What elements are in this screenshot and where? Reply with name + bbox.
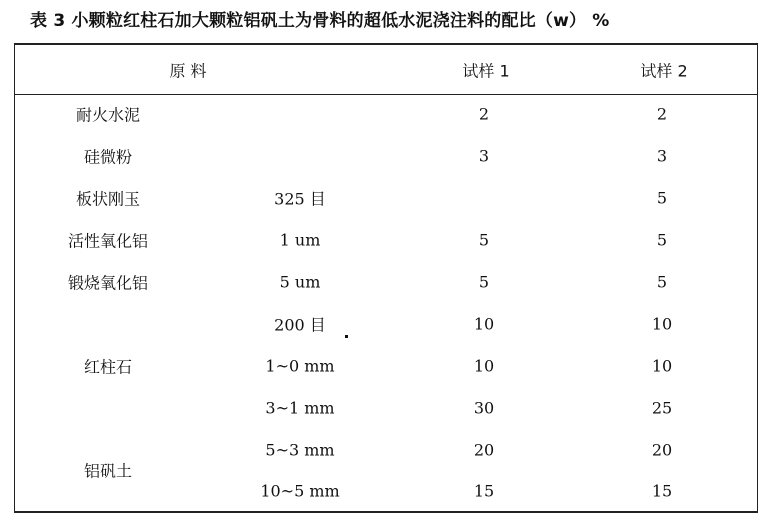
material-name: 硅微粉: [83, 147, 133, 167]
stray-dot: [345, 335, 348, 338]
sample-2-value: 20: [651, 440, 673, 460]
material-spec: 5~3 mm: [265, 440, 335, 460]
material-spec: 200 目: [274, 315, 326, 335]
material-spec: 3~1 mm: [265, 398, 335, 418]
sample-1-value: 10: [473, 356, 495, 376]
header-sample-2: 试样 2: [640, 61, 688, 81]
material-spec: 1 um: [279, 230, 321, 250]
sample-2-value: 5: [656, 230, 668, 250]
sample-2-value: 5: [656, 188, 668, 208]
sample-1-value: 3: [478, 146, 490, 166]
sample-2-value: 25: [651, 398, 673, 418]
sample-1-value: 5: [478, 230, 490, 250]
header-divider: [15, 94, 757, 95]
sample-1-value: 10: [473, 314, 495, 334]
material-spec: 1~0 mm: [265, 356, 335, 376]
sample-1-value: 5: [478, 272, 490, 292]
sample-2-value: 3: [656, 146, 668, 166]
table-title: 表 3 小颗粒红柱石加大颗粒铝矾土为骨料的超低水泥浇注料的配比（w） %: [30, 11, 610, 31]
sample-2-value: 10: [651, 356, 673, 376]
material-name: 板状刚玉: [75, 189, 141, 209]
sample-1-value: 30: [473, 398, 495, 418]
sample-1-value: 2: [478, 104, 490, 124]
material-name: 耐火水泥: [75, 105, 141, 125]
material-name: 铝矾土: [83, 461, 133, 481]
material-name: 活性氧化铝: [67, 231, 149, 251]
sample-1-value: 20: [473, 440, 495, 460]
sample-2-value: 2: [656, 104, 668, 124]
sample-1-value: 15: [473, 481, 495, 501]
material-name: 锻烧氧化铝: [67, 273, 149, 293]
material-spec: 5 um: [279, 272, 321, 292]
sample-2-value: 15: [651, 481, 673, 501]
material-spec: 10~5 mm: [260, 481, 340, 501]
material-spec: 325 目: [274, 189, 326, 209]
sample-2-value: 5: [656, 272, 668, 292]
header-material: 原 料: [169, 61, 207, 81]
header-sample-1: 试样 1: [462, 61, 510, 81]
material-name: 红柱石: [83, 357, 133, 377]
sample-2-value: 10: [651, 314, 673, 334]
